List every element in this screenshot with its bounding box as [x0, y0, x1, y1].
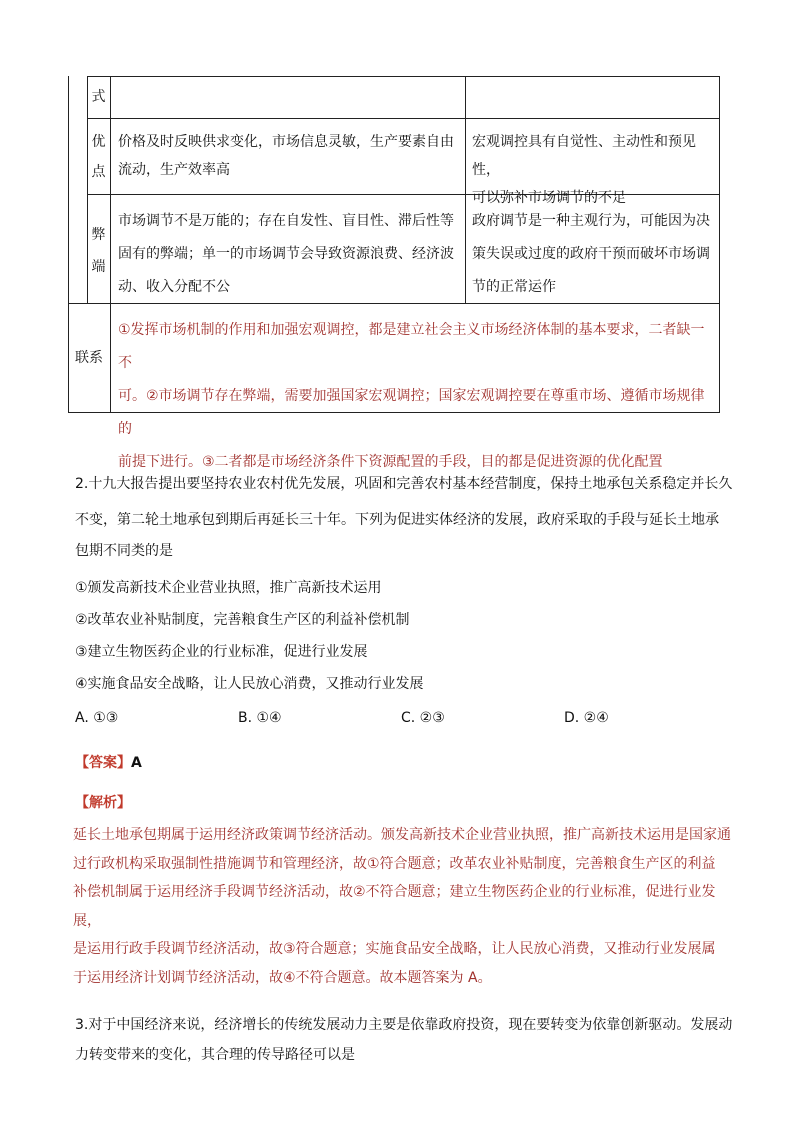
option-b: B. ①④: [238, 710, 282, 726]
biduan-market-line: 动、收入分配不公: [118, 279, 230, 295]
stem-line: 包期不同类的是: [75, 543, 173, 559]
lianxi-line: ①发挥市场机制的作用和加强宏观调控，都是建立社会主义市场经济体制的基本要求，二者缺一不: [118, 322, 705, 371]
row-label-biduan-1: 弊: [91, 227, 106, 243]
biduan-gov-line: 节的正常运作: [472, 279, 556, 295]
row-label-biduan-2: 端: [91, 259, 106, 275]
row-label-youdian-1: 优: [91, 134, 106, 150]
stem-line: 3.对于中国经济来说，经济增长的传统发展动力主要是依靠政府投资，现在要转变为依靠创新驱动。发展动: [75, 1017, 733, 1033]
lianxi-line: 可。②市场调节存在弊端，需要加强国家宏观调控；国家宏观调控要在尊重市场、遵循市场规律的: [118, 388, 705, 437]
row-label-youdian-2: 点: [91, 164, 106, 180]
question-2-stem: [75, 466, 732, 564]
item-3: ③建立生物医药企业的行业标准，促进行业发展: [75, 644, 368, 660]
stem-line: 力转变带来的变化，其合理的传导路径可以是: [75, 1047, 355, 1063]
biduan-gov-line: 政府调节是一种主观行为，可能因为决: [472, 213, 710, 229]
youdian-market-line: 价格及时反映供求变化，市场信息灵敏，生产要素自由: [118, 134, 454, 150]
row-label-lianxi: 联系: [75, 350, 103, 366]
analysis-heading: [75, 792, 131, 812]
youdian-gov-line: 可以弥补市场调节的不足: [472, 190, 626, 206]
option-a: A. ①③: [75, 710, 119, 726]
answer-value: A: [131, 755, 142, 771]
lianxi-line: 前提下进行。③二者都是市场经济条件下资源配置的手段，目的都是促进资源的优化配置: [118, 454, 663, 470]
youdian-market-line: 流动，生产效率高: [118, 162, 230, 178]
row-label-fangshi: 式: [91, 89, 106, 105]
analysis-line: 于运用经济计划调节经济活动，故④不符合题意。故本题答案为 A。: [73, 969, 492, 986]
option-d: D. ②④: [564, 710, 609, 726]
question-2-items: [75, 572, 424, 700]
youdian-gov-line: 宏观调控具有自觉性、主动性和预见性，: [472, 134, 696, 178]
item-4: ④实施食品安全战略，让人民放心消费，又推动行业发展: [75, 676, 424, 692]
biduan-market-line: 固有的弊端；单一的市场调节会导致资源浪费、经济波: [118, 246, 454, 262]
answer-tag: 【答案】: [75, 755, 131, 771]
analysis-line: 补偿机制属于运用经济手段调节经济活动，故②不符合题意；建立生物医药企业的行业标准，促进行业发展，: [73, 884, 716, 929]
stem-line: 2.十九大报告提出要坚持农业农村优先发展，巩固和完善农村基本经营制度，保持土地承包关系稳定并长久: [75, 476, 733, 492]
item-1: ①颁发高新技术企业营业执照，推广高新技术运用: [75, 580, 382, 596]
biduan-gov-line: 策失误或过度的政府干预而破坏市场调: [472, 246, 710, 262]
question-3-stem: [75, 1010, 732, 1070]
stem-line: 不变，第二轮土地承包到期后再延长三十年。下列为促进实体经济的发展，政府采取的手段与延长土地承: [75, 512, 719, 528]
analysis-line: 延长土地承包期属于运用经济政策调节经济活动。颁发高新技术企业营业执照，推广高新技术运用是国家通: [73, 827, 731, 843]
analysis-tag: 【解析】: [75, 795, 131, 811]
option-c: C. ②③: [401, 710, 445, 726]
analysis-line: 是运用行政手段调节经济活动，故③符合题意；实施食品安全战略，让人民放心消费，又推动行业发展属: [73, 941, 716, 958]
analysis-line: 过行政机构采取强制性措施调节和管理经济，故①符合题意；改革农业补贴制度，完善粮食生产区的利益: [73, 855, 716, 872]
item-2: ②改革农业补贴制度，完善粮食生产区的利益补偿机制: [75, 612, 410, 628]
comparison-table: [68, 76, 720, 470]
biduan-market-line: 市场调节不是万能的；存在自发性、盲目性、滞后性等: [118, 213, 454, 229]
answer-line: [75, 752, 142, 772]
analysis-body: [73, 821, 733, 993]
